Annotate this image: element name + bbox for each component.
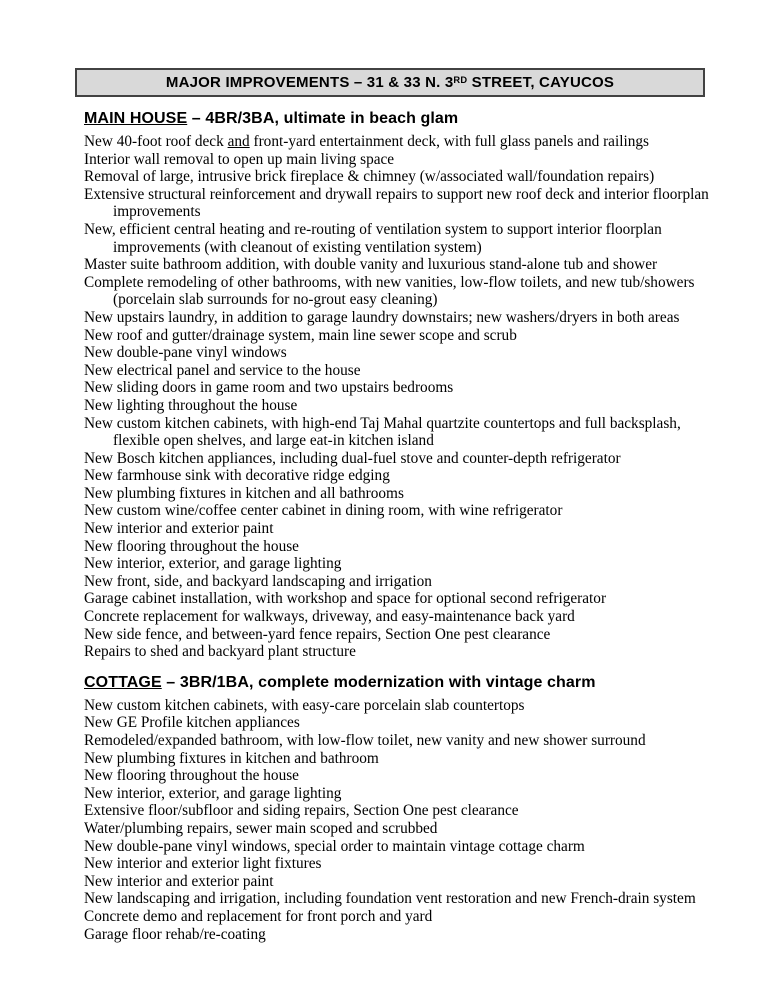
improvement-list [84,133,716,661]
section-subtitle: – 4BR/3BA, ultimate in beach glam [187,110,459,127]
section-name: COTTAGE [84,673,162,691]
list-item: Extensive floor/subfloor and siding repairs, Section One pest clearance [84,802,519,820]
list-item: New interior and exterior paint [84,872,274,890]
list-item: New roof and gutter/drainage system, main line sewer scope and scrub [84,326,517,344]
list-item: New custom kitchen cabinets, with easy-care porcelain slab countertops [84,696,525,714]
list-item: New, efficient central heating and re-routing of ventilation system to support interior floorplan improvements (with cleanout of existing ventilation system) [84,220,662,256]
list-item: New plumbing fixtures in kitchen and bathroom [84,749,379,767]
list-item: New interior, exterior, and garage lighting [84,555,342,573]
list-item: Interior wall removal to open up main living space [84,150,395,168]
document-title-suffix: STREET, CAYUCOS [467,74,615,91]
document-title-superscript: RD [453,75,468,86]
document-title-box [75,68,705,97]
list-item: New sliding doors in game room and two upstairs bedrooms [84,379,454,397]
list-item: Complete remodeling of other bathrooms, with new vanities, low-flow toilets, and new tub/showers (porcelain slab surrounds for no-grout easy cleaning) [84,273,695,309]
list-item: New custom wine/coffee center cabinet in dining room, with wine refrigerator [84,502,563,520]
list-item: Removal of large, intrusive brick fireplace & chimney (w/associated wall/foundation repairs) [84,168,655,186]
list-item: New flooring throughout the house [84,537,299,555]
section-name: MAIN HOUSE [84,110,188,127]
list-item: New 40-foot roof deck and front-yard entertainment deck, with full glass panels and railings [84,133,649,150]
list-item: Garage cabinet installation, with workshop and space for optional second refrigerator [84,590,607,608]
list-item: Master suite bathroom addition, with double vanity and luxurious stand-alone tub and shower [84,256,658,274]
list-item: New side fence, and between-yard fence repairs, Section One pest clearance [84,625,551,643]
list-item: New front, side, and backyard landscaping and irrigation [84,572,432,590]
section-main-house [84,110,716,661]
document-title-prefix: MAJOR IMPROVEMENTS – 31 & 33 N. 3 [165,74,454,91]
list-item: New flooring throughout the house [84,767,299,785]
list-item: Repairs to shed and backyard plant structure [84,643,356,661]
list-item: Concrete replacement for walkways, driveway, and easy-maintenance back yard [84,608,575,626]
list-item: New double-pane vinyl windows [84,344,287,362]
list-item: Water/plumbing repairs, sewer main scoped and scrubbed [84,819,438,837]
list-item: New interior and exterior light fixtures [84,855,322,873]
list-item: New farmhouse sink with decorative ridge edging [84,467,390,485]
list-item: Garage floor rehab/re-coating [84,925,266,943]
section-cottage [84,674,716,943]
list-item: New double-pane vinyl windows, special order to maintain vintage cottage charm [84,837,585,855]
list-item: New Bosch kitchen appliances, including dual-fuel stove and counter-depth refrigerator [84,449,621,467]
list-item: New plumbing fixtures in kitchen and all bathrooms [84,484,404,502]
section-heading [84,110,716,128]
section-heading [84,674,716,692]
list-item: New interior and exterior paint [84,520,274,538]
list-item: New upstairs laundry, in addition to garage laundry downstairs; new washers/dryers in both areas [84,308,680,326]
list-item: New landscaping and irrigation, including foundation vent restoration and new French-drain system [84,890,696,908]
improvement-list [84,697,716,943]
section-subtitle: – 3BR/1BA, complete modernization with vintage charm [161,673,596,691]
list-item: New lighting throughout the house [84,396,298,414]
list-item: Remodeled/expanded bathroom, with low-flow toilet, new vanity and new shower surround [84,732,646,749]
sections [84,110,716,943]
list-item: Concrete demo and replacement for front porch and yard [84,907,433,925]
list-item: New custom kitchen cabinets, with high-end Taj Mahal quartzite countertops and full backsplash, flexible open shelves, and large eat-in kitchen island [84,414,681,450]
list-item: Extensive structural reinforcement and drywall repairs to support new roof deck and interior floorplan improvements [84,185,709,221]
list-item: New electrical panel and service to the house [84,361,361,379]
list-item: New GE Profile kitchen appliances [84,714,300,732]
document-title [166,74,614,91]
list-item: New interior, exterior, and garage lighting [84,784,342,802]
